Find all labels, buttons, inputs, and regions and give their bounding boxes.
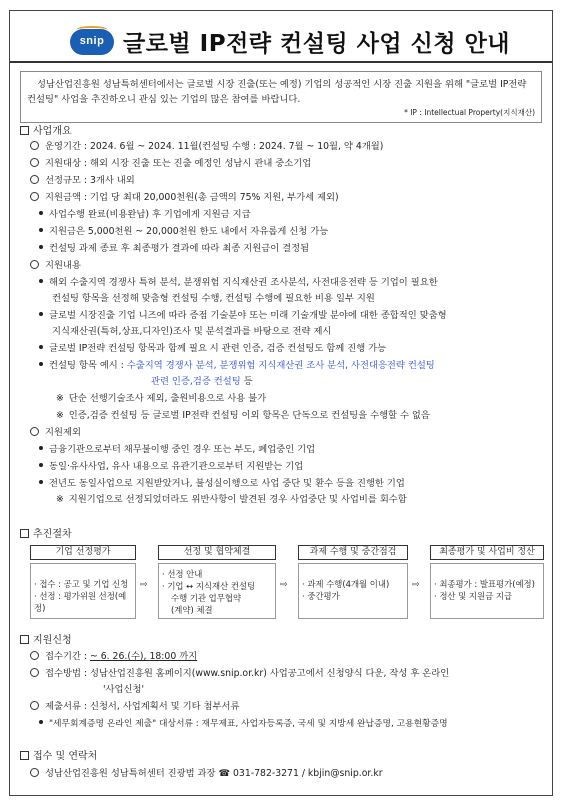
title-bar	[10, 11, 552, 63]
amount-item: 지원금은 5,000천원 ~ 20,000천원 한도 내에서 자유롭게 신청 가능	[39, 225, 328, 239]
content-item-cont: 컨설팅 항목을 선정해 맞춤형 컨설팅 수행, 컨설팅 수행에 필요한 비용 일부 지원	[52, 293, 375, 304]
checkbox-icon	[20, 126, 29, 135]
dot-bullet-icon	[39, 345, 43, 349]
apply-period: 접수기간 : ~ 6. 26.(수), 18:00 까지	[30, 650, 197, 664]
checkbox-icon	[20, 529, 29, 538]
exclusion-heading: 지원제외	[30, 426, 81, 440]
intro-box	[20, 71, 542, 123]
process-step-body: · 선정 안내 · 기업 ↔ 지식재산 컨설팅 수행 기관 업무협약 (계약) 체결	[158, 563, 276, 619]
dot-bullet-icon	[39, 279, 43, 283]
content-note: ※ 단순 선행기술조사 제외, 출원비용으로 사용 불가	[56, 393, 267, 404]
circle-bullet-icon	[30, 427, 39, 436]
circle-bullet-icon	[30, 668, 39, 677]
process-step-body: · 최종평가 : 발표평가(예정) · 정산 및 지원금 지급	[430, 563, 544, 619]
exclusion-item: 동일·유사사업, 유사 내용으로 유관기관으로부터 지원받는 기업	[39, 460, 303, 474]
apply-docs: 제출서류 : 신청서, 사업계획서 및 기타 첨부서류	[30, 700, 239, 714]
example-highlight: 수출지역 경쟁사 분석, 분쟁위험 지식재산권 조사 분석, 사전대응전략 컨설팅	[126, 360, 435, 371]
dot-bullet-icon	[39, 211, 43, 215]
content-item: 글로벌 시장진출 기업 니즈에 따라 증점 기술분야 또는 미래 기술개발 분야에 대한 종합적인 맞춤형	[39, 309, 447, 323]
dot-bullet-icon	[39, 463, 43, 467]
amount-item: 사업수행 완료(비용완납) 후 기업에게 지원금 지급	[39, 208, 251, 222]
section-process-heading: 추진절차	[33, 529, 72, 540]
circle-bullet-icon	[30, 158, 39, 167]
circle-bullet-icon	[30, 192, 39, 201]
content-item: 글로벌 IP전략 컨설팅 항목과 함께 필요 시 관련 인증, 검증 컨설팅도 함께 진행 가능	[39, 342, 386, 356]
content-item-cont: 지식재산권(특허,상표,디자인)조사 및 분석결과를 바탕으로 전략 제시	[52, 326, 332, 337]
contact-info: 성남산업진흥원 성남특허센터 진광범 과장 ☎ 031-782-3271 / kbjin@snip.or.kr	[30, 767, 383, 781]
logo-text: snip	[79, 35, 105, 47]
section-contact-heading: 접수 및 연락처	[33, 751, 98, 762]
arrow-right-icon: ⇨	[140, 580, 148, 590]
dot-bullet-icon	[39, 446, 43, 450]
apply-method-cont: '사업신청'	[103, 684, 145, 695]
checkbox-icon	[20, 751, 29, 760]
title-divider	[10, 61, 552, 63]
section-overview-heading: 사업개요	[33, 126, 72, 137]
overview-scale: 선정규모 : 3개사 내외	[30, 174, 135, 188]
overview-amount: 지원금액 : 기업 당 최대 20,000천원(총 금액의 75% 지원, 부가세 제외)	[30, 191, 339, 205]
apply-method: 접수방법 : 성남산업진흥원 홈페이지(www.snip.or.kr) 사업공고에서 신청양식 다운, 작성 후 온라인	[30, 667, 449, 681]
process-step-title: 최종평가 및 사업비 정산	[430, 545, 544, 560]
apply-docs-detail: "세무회계증명 온라인 제출" 대상서류 : 재무제표, 사업자등록증, 국세 및 지방세 완납증명, 고용현황증명	[39, 717, 448, 731]
content-item: 해외 수출지역 경쟁사 특허 분석, 분쟁위험 지식재산권 조사분석, 사전대응전략 등 기업이 필요한	[39, 276, 438, 290]
snip-logo	[70, 29, 114, 55]
exclusion-item: 금융기관으로부터 채무불이행 중인 경우 또는 부도, 폐업중인 기업	[39, 443, 315, 457]
reference-mark-icon: ※	[56, 410, 64, 421]
apply-deadline: ~ 6. 26.(수), 18:00 까지	[89, 651, 198, 662]
intro-text: 성남산업진흥원 성남특허센터에서는 글로벌 시장 진출(또는 예정) 기업의 성공적인 시장 진출 지원을 위해 "글로벌 IP전략 컨설팅" 사업을 추진하오니 관심 있는 기업의 많은 참여를 바랍니다.	[27, 79, 527, 105]
arrow-right-icon: ⇨	[280, 580, 288, 590]
dot-bullet-icon	[39, 228, 43, 232]
process-step-body: · 접수 : 공고 및 기업 신청 · 선정 : 평가위원 선정(예정)	[30, 563, 136, 619]
section-process	[20, 527, 72, 542]
dot-bullet-icon	[39, 245, 43, 249]
amount-item: 컨설팅 과제 종료 후 최종평가 결과에 따라 최종 지원금이 결정됨	[39, 242, 309, 256]
dot-bullet-icon	[39, 312, 43, 316]
circle-bullet-icon	[30, 141, 39, 150]
process-step-title: 선정 및 협약체결	[158, 545, 276, 560]
section-overview	[20, 124, 72, 139]
process-step-title: 과제 수행 및 중간점검	[298, 545, 408, 560]
section-apply-heading: 지원신청	[33, 635, 72, 646]
dot-bullet-icon	[39, 720, 43, 724]
overview-period: 운영기간 : 2024. 6월 ~ 2024. 11월(컨설팅 수행 : 2024. 7월 ~ 10월, 약 4개월)	[30, 140, 383, 154]
checkbox-icon	[20, 635, 29, 644]
circle-bullet-icon	[30, 701, 39, 710]
content-note: ※ 인증,검증 컨설팅 등 글로벌 IP전략 컨설팅 이외 항목은 단독으로 컨설팅을 수행할 수 없음	[56, 410, 430, 421]
page-title: 글로벌 IP전략 컨설팅 사업 신청 안내	[123, 31, 511, 57]
circle-bullet-icon	[30, 768, 39, 777]
dot-bullet-icon	[39, 362, 43, 366]
process-step-body: · 과제 수행(4개월 이내) · 중간평가	[298, 563, 408, 619]
content-example: 컨설팅 항목 예시 : 수출지역 경쟁사 분석, 분쟁위험 지식재산권 조사 분석, 사전대응전략 컨설팅	[39, 359, 435, 373]
exclusion-item: 전년도 동일사업으로 지원받았거나, 불성실이행으로 사업 중단 및 환수 등을 진행한 기업	[39, 477, 405, 491]
example-highlight: 관련 인증,검증 컨설팅	[151, 376, 241, 387]
exclusion-note: ※ 지원기업으로 선정되었더라도 위반사항이 발견된 경우 사업중단 및 사업비를 회수함	[56, 494, 407, 505]
intro-note: * IP : Intellectual Property(지식재산)	[404, 108, 535, 117]
section-contact	[20, 749, 97, 764]
section-apply	[20, 633, 72, 648]
arrow-right-icon: ⇨	[412, 580, 420, 590]
process-step-title: 기업 선정평가	[30, 545, 136, 560]
content-heading: 지원내용	[30, 259, 81, 273]
circle-bullet-icon	[30, 651, 39, 660]
content-example-cont: 관련 인증,검증 컨설팅 등	[151, 376, 253, 387]
dot-bullet-icon	[39, 480, 43, 484]
notice-page	[9, 10, 553, 796]
reference-mark-icon: ※	[56, 494, 64, 505]
overview-target: 지원대상 : 해외 시장 진출 또는 진출 예정인 성남시 관내 중소기업	[30, 157, 311, 171]
circle-bullet-icon	[30, 175, 39, 184]
circle-bullet-icon	[30, 260, 39, 269]
reference-mark-icon: ※	[56, 393, 64, 404]
